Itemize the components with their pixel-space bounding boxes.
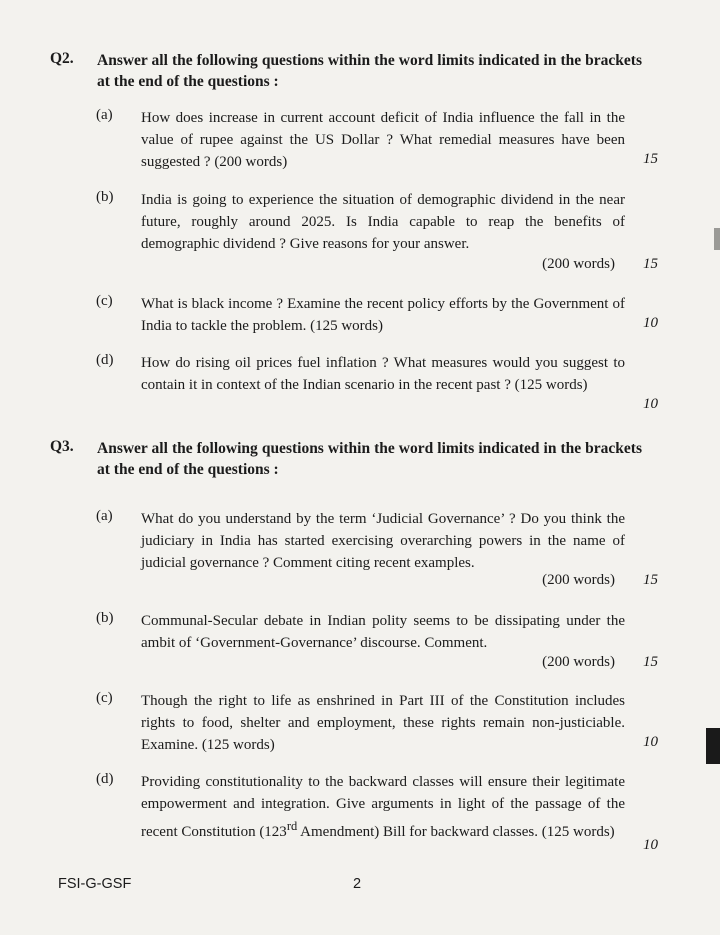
part-text: How does increase in current account deficit of India influence the fall in the value of rupee against the US Dollar ? What remedial measures have been suggested ? (200 words) — [141, 110, 625, 170]
scan-edge-mark — [706, 728, 720, 764]
word-limit: (200 words) — [542, 572, 615, 588]
part-text: What is black income ? Examine the recent policy efforts by the Government of India to tackle the problem. (125 words) — [141, 296, 625, 334]
superscript: rd — [286, 819, 298, 833]
marks: 15 — [643, 256, 658, 272]
marks: 10 — [643, 734, 658, 750]
part-label: (d) — [96, 771, 114, 787]
marks: 15 — [643, 151, 658, 167]
marks: 10 — [643, 837, 658, 853]
part-text — [141, 771, 625, 843]
part-label: (b) — [96, 189, 114, 205]
part-label: (c) — [96, 293, 113, 309]
paper-code: FSI-G-GSF — [58, 876, 132, 892]
question-number: Q3. — [50, 438, 74, 455]
part-text: India is going to experience the situation of demographic dividend in the near future, roughly around 2025. Is India capable to reap the benefits of demographic dividend ? Give reasons for your answer. — [141, 192, 625, 252]
page-number: 2 — [353, 876, 362, 892]
part-label: (d) — [96, 352, 114, 368]
part-text: What do you understand by the term ‘Judicial Governance’ ? Do you think the judiciary in India has started exercising overarching powers in the name of judicial governance ? Comment citing recent examples. — [141, 511, 625, 571]
question-number: Q2. — [50, 50, 74, 67]
question-heading: Answer all the following questions within the word limits indicated in the brackets at the end of the questions : — [97, 52, 642, 90]
word-limit: (200 words) — [542, 654, 615, 670]
marks: 15 — [643, 572, 658, 588]
question-heading: Answer all the following questions within the word limits indicated in the brackets at the end of the questions : — [97, 440, 642, 478]
part-label: (a) — [96, 107, 113, 123]
part-label: (a) — [96, 508, 113, 524]
scan-edge-mark — [714, 228, 720, 250]
marks: 15 — [643, 654, 658, 670]
word-limit: (200 words) — [542, 256, 615, 272]
part-text-rest: Amendment) Bill for backward classes. (125 words) — [297, 824, 615, 840]
marks: 10 — [643, 315, 658, 331]
part-text-main: Providing constitutionality to the backward classes will ensure their legitimate empowerment and integration. Give arguments in light of the passage of the recent Constitution (123 — [141, 774, 625, 840]
part-text: Though the right to life as enshrined in Part III of the Constitution includes rights to food, shelter and employment, these rights remain non-justiciable. Examine. (125 words) — [141, 693, 625, 753]
marks: 10 — [643, 396, 658, 412]
part-text: Communal-Secular debate in Indian polity seems to be dissipating under the ambit of ‘Government-Governance’ discourse. Comment. — [141, 613, 625, 651]
part-text: How do rising oil prices fuel inflation ? What measures would you suggest to contain it in context of the Indian scenario in the recent past ? (125 words) — [141, 355, 625, 393]
part-label: (b) — [96, 610, 114, 626]
part-label: (c) — [96, 690, 113, 706]
